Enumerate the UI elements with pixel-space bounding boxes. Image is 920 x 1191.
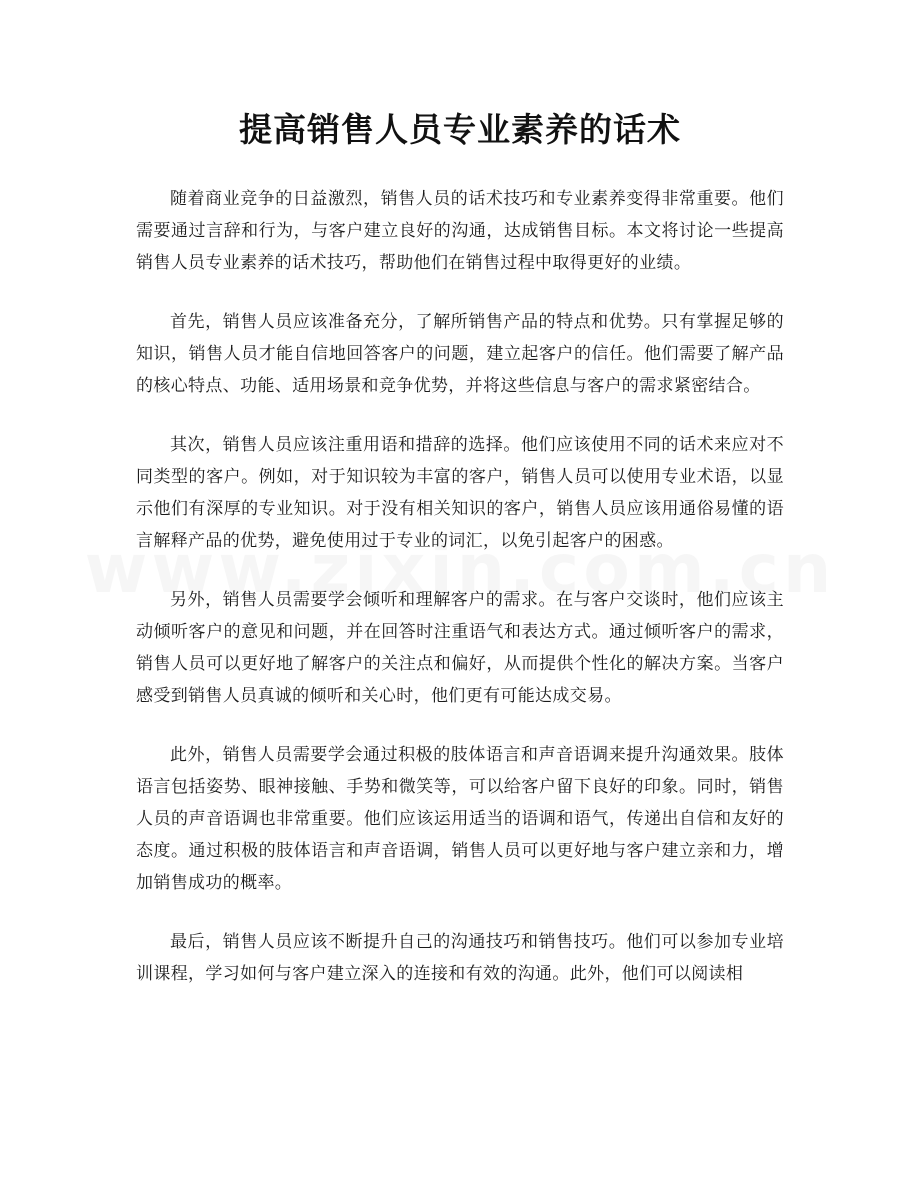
paragraph-last: 最后，销售人员应该不断提升自己的沟通技巧和销售技巧。他们可以参加专业培训课程，学习如何与客户建立深入的连接和有效的沟通。此外，他们可以阅读相	[136, 932, 784, 984]
paragraph-intro: 随着商业竞争的日益激烈，销售人员的话术技巧和专业素养变得非常重要。他们需要通过言辞和行为，与客户建立良好的沟通，达成销售目标。本文将讨论一些提高销售人员专业素养的话术技巧，帮助他们在销售过程中取得更好的业绩。	[136, 189, 784, 273]
paragraph-fourth: 此外，销售人员需要学会通过积极的肢体语言和声音语调来提升沟通效果。肢体语言包括姿势、眼神接触、手势和微笑等，可以给客户留下良好的印象。同时，销售人员的声音语调也非常重要。他们应该运用适当的语调和语气，传递出自信和友好的态度。通过积极的肢体语言和声音语调，销售人员可以更好地与客户建立亲和力，增加销售成功的概率。	[136, 745, 784, 893]
paragraph-second: 其次，销售人员应该注重用语和措辞的选择。他们应该使用不同的话术来应对不同类型的客户。例如，对于知识较为丰富的客户，销售人员可以使用专业术语，以显示他们有深厚的专业知识。对于没有相关知识的客户，销售人员应该用通俗易懂的语言解释产品的优势，避免使用过于专业的词汇，以免引起客户的困惑。	[136, 435, 784, 551]
paragraph-first: 首先，销售人员应该准备充分，了解所销售产品的特点和优势。只有掌握足够的知识，销售人员才能自信地回答客户的问题，建立起客户的信任。他们需要了解产品的核心特点、功能、适用场景和竞争优势，并将这些信息与客户的需求紧密结合。	[136, 312, 784, 396]
document-title: 提高销售人员专业素养的话术	[239, 110, 681, 149]
document-body	[136, 183, 784, 1017]
paragraph-third: 另外，销售人员需要学会倾听和理解客户的需求。在与客户交谈时，他们应该主动倾听客户的意见和问题，并在回答时注重语气和表达方式。通过倾听客户的需求，销售人员可以更好地了解客户的关注点和偏好，从而提供个性化的解决方案。当客户感受到销售人员真诚的倾听和关心时，他们更有可能达成交易。	[136, 590, 784, 706]
